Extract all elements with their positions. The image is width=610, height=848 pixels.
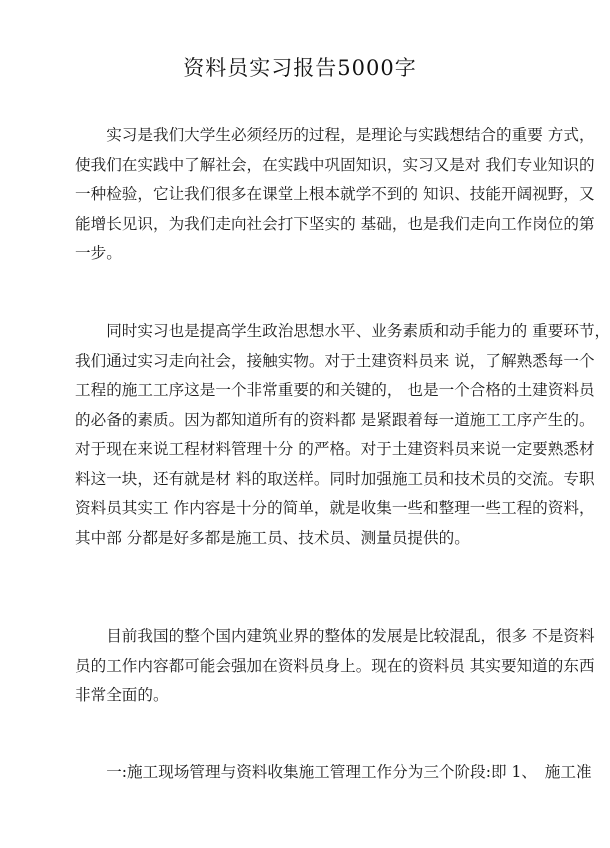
- text-line: 资料员其实工 作内容是十分的简单，就是收集一些和整理一些工程的资料，: [75, 499, 595, 517]
- paragraph-text: [75, 121, 595, 269]
- text-line: 料这一块，还有就是材 料的取送样。同时加强施工员和技术员的交流。专职: [75, 469, 595, 488]
- paragraph-4: [75, 758, 592, 788]
- text-line: 我们通过实习走向社会，接触实物。对于土建资料员来 说，了解熟悉每一个: [75, 351, 595, 370]
- paragraph-text: [75, 622, 595, 711]
- text-line: 目前我国的整个国内建筑业界的整体的发展是比较混乱，很多 不是资料: [75, 627, 595, 645]
- paragraph-1: [75, 121, 595, 269]
- paragraph-2: [75, 317, 610, 553]
- paragraph-text: [75, 317, 610, 553]
- text-line: 一:施工现场管理与资料收集施工管理工作分为三个阶段:即 1、 施工准: [75, 763, 592, 781]
- text-line: 的必备的素质。因为都知道所有的资料都 是紧跟着每一道施工工序产生的。: [75, 410, 595, 429]
- page-title: 资料员实习报告5000字: [183, 56, 417, 80]
- text-line: 能增长见识，为我们走向社会打下坚实的 基础，也是我们走向工作岗位的第: [75, 214, 595, 233]
- text-line: 使我们在实践中了解社会，在实践中巩固知识，实习又是对 我们专业知识的: [75, 155, 595, 174]
- text-line: 同时实习也是提高学生政治思想水平、业务素质和动手能力的 重要环节，: [75, 322, 610, 340]
- text-line: 员的工作内容都可能会强加在资料员身上。现在的资料员 其实要知道的东西: [75, 656, 595, 675]
- text-line: 实习是我们大学生必须经历的过程，是理论与实践想结合的重要 方式，: [75, 126, 595, 144]
- paragraph-text: [75, 758, 592, 788]
- paragraph-3: [75, 622, 595, 711]
- text-line: 一步。: [75, 244, 122, 262]
- text-line: 一种检验，它让我们很多在课堂上根本就学不到的 知识、技能开阔视野，又: [75, 185, 595, 203]
- text-line: 非常全面的。: [75, 686, 169, 704]
- text-line: 工程的施工工序这是一个非常重要的和关键的， 也是一个合格的土建资料员: [75, 381, 595, 399]
- text-line: 其中部 分都是好多都是施工员、技术员、测量员提供的。: [75, 528, 470, 547]
- text-line: 对于现在来说工程材料管理十分 的严格。对于土建资料员来说一定要熟悉材: [75, 440, 595, 458]
